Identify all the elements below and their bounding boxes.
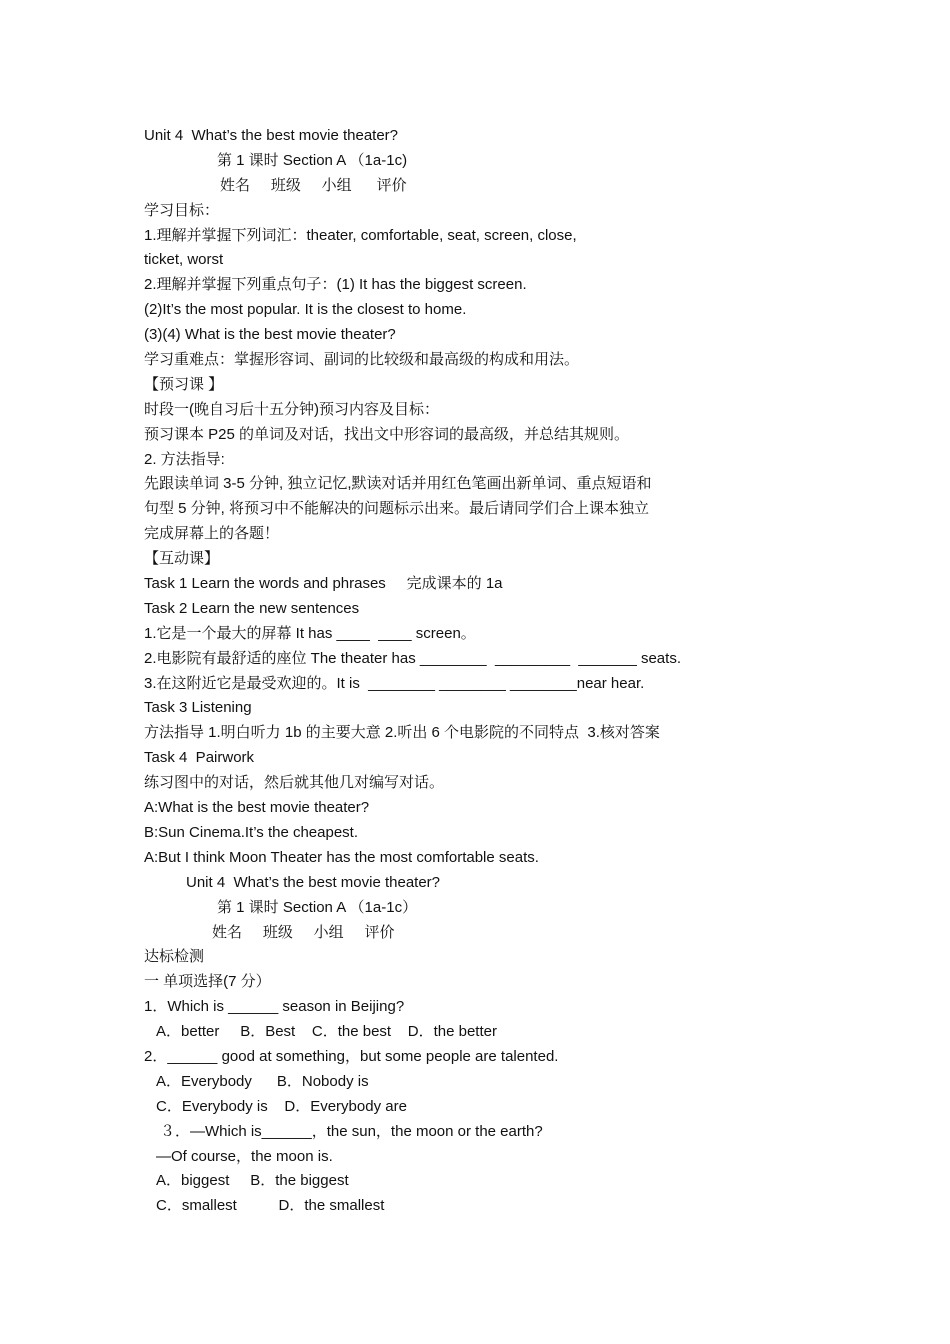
question-3-options-a: A．biggest B．the biggest [156,1172,349,1190]
task-4-description: 练习图中的对话，然后就其他几对编写对话。 [144,774,445,792]
goal-sentences-3: (3)(4) What is the best movie theater? [144,326,396,344]
question-3: ３．—Which is______，the sun，the moon or the earth? [160,1122,543,1140]
preview-heading: 【预习课 】 [144,375,224,393]
question-2-options-b: C．Everybody is D．Everybody are [156,1097,407,1115]
dialog-line-3: A:But I think Moon Theater has the most comfortable seats. [144,848,539,866]
preview-time: 时段一(晚自习后十五分钟)预习内容及目标： [144,400,439,418]
sentence-3: 3.在这附近它是最受欢迎的。It is ________ ________ ________near hear. [144,674,645,692]
method-text-1: 先跟读单词 3-5 分钟, 独立记忆,默读对话并用红色笔画出新单词、重点短语和 [144,475,652,493]
method-text-3: 完成屏幕上的各题！ [144,525,280,543]
goals-heading: 学习目标： [144,201,220,219]
task-3: Task 3 Listening [144,699,252,717]
goal-vocabulary: 1.理解并掌握下列词汇：theater, comfortable, seat, screen, close, [144,226,577,244]
student-info-fields: 姓名 班级 小组 评价 [220,176,407,194]
unit-title: Unit 4 What’s the best movie theater? [144,127,399,144]
question-2-options-a: A．Everybody B．Nobody is [156,1072,369,1090]
question-1: 1．Which is ______ season in Beijing? [144,998,405,1016]
question-3-answer: —Of course，the moon is. [156,1147,333,1165]
preview-content: 预习课本 P25 的单词及对话，找出文中形容词的最高级，并总结其规则。 [144,425,630,443]
task-1: Task 1 Learn the words and phrases 完成课本的 1a [144,575,503,593]
task-3-method: 方法指导 1.明白听力 1b 的主要大意 2.听出 6 个电影院的不同特点 3.核对答案 [144,724,660,742]
unit-title-2: Unit 4 What’s the best movie theater? [186,873,441,891]
lesson-label-2: 第 1 课时 Section A （1a-1c） [217,898,418,916]
dialog-line-2: B:Sun Cinema.It’s the cheapest. [144,823,359,841]
dialog-line-1: A:What is the best movie theater? [144,799,370,817]
question-1-options: A．better B．Best C．the best D．the better [156,1023,497,1041]
task-2: Task 2 Learn the new sentences [144,599,360,617]
method-text-2: 句型 5 分钟, 将预习中不能解决的问题标示出来。最后请同学们合上课本独立 [144,500,650,518]
goal-sentences: 2.理解并掌握下列重点句子：(1) It has the biggest screen. [144,276,527,294]
sentence-1: 1.它是一个最大的屏幕 It has ____ ____ screen。 [144,624,476,642]
method-heading: 2. 方法指导: [144,450,225,468]
question-2: 2．______ good at something，but some people are talented. [144,1047,559,1065]
difficulty-note: 学习重难点：掌握形容词、副词的比较级和最高级的构成和用法。 [144,351,580,369]
goal-sentences-2: (2)It’s the most popular. It is the closest to home. [144,301,467,319]
student-info-fields-2: 姓名 班级 小组 评价 [212,923,395,941]
document-body [144,124,764,1219]
interactive-heading: 【互动课】 [144,550,220,568]
task-4: Task 4 Pairwork [144,749,255,767]
question-3-options-b: C．smallest D．the smallest [156,1197,385,1215]
lesson-label: 第 1 课时 Section A （1a-1c) [217,151,408,169]
sentence-2: 2.电影院有最舒适的座位 The theater has ________ _________ _______ seats. [144,649,681,667]
goal-vocabulary-cont: ticket, worst [144,251,224,269]
section-heading: 一 单项选择(7 分） [144,973,271,991]
check-heading: 达标检测 [144,948,205,966]
